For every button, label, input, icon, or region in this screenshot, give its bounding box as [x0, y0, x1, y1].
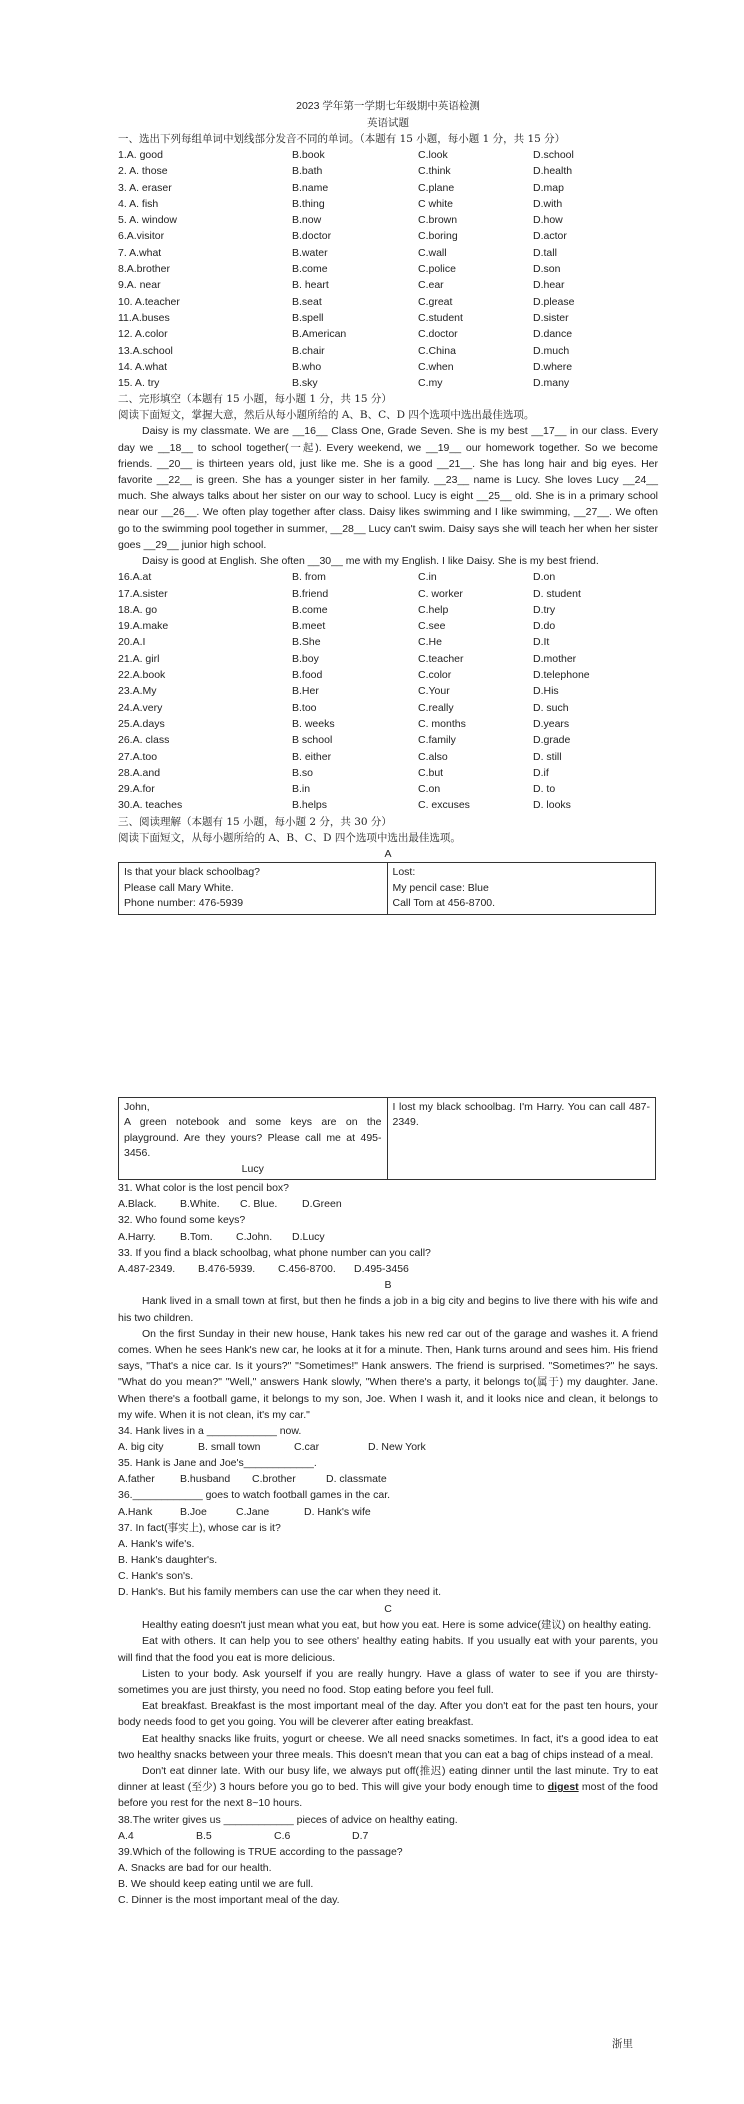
section2-option: 21.A. girl	[118, 652, 160, 665]
section1-option: 13.A.school	[118, 344, 173, 357]
section1-option: B.chair	[292, 344, 325, 357]
question-32-options	[118, 1229, 658, 1245]
section1-option: B.seat	[292, 295, 322, 308]
blank-space	[118, 915, 658, 1097]
section2-option: B school	[292, 734, 333, 747]
section1-option: C.boring	[418, 230, 458, 243]
section2-option: B.food	[292, 669, 323, 682]
section1-option: D.hear	[533, 279, 565, 292]
question-39: 39.Which of the following is TRUE according to the passage?	[118, 1845, 403, 1858]
section2-option: B. from	[292, 571, 326, 584]
section2-option: 24.A.very	[118, 701, 163, 714]
notice-text: I lost my black schoolbag. I'm Harry. You can call 487-2349.	[392, 1100, 650, 1129]
question-33: 33. If you find a black schoolbag, what phone number can you call?	[118, 1246, 431, 1259]
section1-option: D.school	[533, 149, 574, 161]
option: D.495-3456	[354, 1262, 409, 1275]
section2-option: 25.A.days	[118, 717, 165, 730]
section1-option: D.map	[533, 181, 564, 194]
option: D.7	[352, 1829, 369, 1842]
section2-option: C.family	[418, 734, 456, 747]
section1-option: C.think	[418, 165, 451, 178]
option: D. New York	[368, 1441, 426, 1454]
notice-table-1	[118, 862, 656, 915]
section2-option: B. weeks	[292, 717, 335, 730]
passage-c-paragraph-5: Eat healthy snacks like fruits, yogurt or cheese. We all need snacks sometimes. In fact, it's a good idea to eat two healthy snacks between your three meals. This doesn't mean that you can eat a bag of chips instead of a meal.	[118, 1732, 658, 1761]
option: A.father	[118, 1473, 155, 1486]
section2-heading: 二、完形填空（本题有 15 小题，每小题 1 分，共 15 分）	[118, 393, 392, 406]
question-31: 31. What color is the lost pencil box?	[118, 1182, 290, 1195]
section1-option: C.look	[418, 149, 448, 161]
section1-option: 4. A. fish	[118, 197, 159, 210]
section2-option: C.on	[418, 783, 441, 796]
question-33-options	[118, 1261, 658, 1277]
section2-option: B.Her	[292, 685, 319, 698]
section1-option: 8.A.brother	[118, 263, 170, 276]
keyword-digest: digest	[547, 1781, 579, 1794]
passage-c-paragraph-3: Listen to your body. Ask yourself if you are really hungry. Have a glass of water to see if you are thirsty-sometimes you are just thirsty, you need no food. Stop eating before you feel full.	[118, 1667, 658, 1696]
question-31-options	[118, 1196, 658, 1212]
notice-table-2	[118, 1097, 656, 1181]
section1-option: C.plane	[418, 181, 455, 194]
section1-option: D.with	[533, 197, 563, 210]
section2-option: 19.A.make	[118, 620, 169, 633]
option: A.4	[118, 1829, 134, 1842]
passage-c-paragraph-1: Healthy eating doesn't just mean what you eat, but how you eat. Here is some advice(建议) on healthy eating.	[142, 1619, 652, 1632]
section2-option: 22.A.book	[118, 669, 166, 682]
section1-option: 6.A.visitor	[118, 230, 165, 243]
notice-line: Call Tom at 456-8700.	[392, 897, 496, 910]
notice-line: My pencil case: Blue	[392, 881, 489, 894]
section1-option: B.who	[292, 360, 322, 373]
question-34: 34. Hank lives in a ____________ now.	[118, 1424, 302, 1437]
question-39-option-a: A. Snacks are bad for our health.	[118, 1861, 272, 1874]
section1-option: 10. A.teacher	[118, 295, 180, 308]
section1-option: B.book	[292, 149, 325, 161]
section3-heading: 三、阅读理解（本题有 15 小题，每小题 2 分，共 30 分）	[118, 815, 392, 828]
section2-option: 30.A. teaches	[118, 799, 183, 812]
exam-subtitle: 英语试题	[367, 116, 409, 129]
section2-option: B.in	[292, 783, 311, 796]
section2-option: D.grade	[533, 734, 571, 747]
question-38: 38.The writer gives us ____________ pieces of advice on healthy eating.	[118, 1813, 458, 1826]
option: A.Harry.	[118, 1230, 156, 1243]
section1-option: C.doctor	[418, 328, 458, 341]
question-35-options	[118, 1471, 658, 1487]
notice-notebook	[119, 1097, 388, 1180]
section1-option: 12. A.color	[118, 328, 168, 341]
section1-option: D.tall	[533, 246, 557, 259]
section2-option: D.It	[533, 636, 550, 649]
section1-option: D.sister	[533, 311, 569, 324]
section1-option: D.many	[533, 377, 570, 390]
passage-c-paragraph-6	[118, 1763, 658, 1812]
section1-option: B.water	[292, 246, 328, 259]
notice-line: Please call Mary White.	[124, 881, 234, 894]
part-c-label: C	[384, 1602, 392, 1615]
footer-watermark: 浙里	[612, 2038, 633, 2050]
section2-option: D. such	[533, 701, 569, 714]
question-32: 32. Who found some keys?	[118, 1214, 246, 1227]
notice-signature: Lucy	[241, 1162, 264, 1175]
section1-option: D.son	[533, 263, 561, 276]
section2-option: D.on	[533, 571, 556, 584]
section1-heading: 一、选出下列每组单词中划线部分发音不同的单词。（本题有 15 小题，每小题 1 分，共 15 分）	[118, 133, 566, 145]
section2-option: D.years	[533, 717, 570, 730]
section2-option: C.teacher	[418, 652, 464, 665]
section1-option: 9.A. near	[118, 279, 161, 292]
section1-option: B.spell	[292, 311, 324, 324]
section1-option: C.wall	[418, 246, 447, 259]
section2-option: 27.A.too	[118, 750, 158, 763]
section2-option: 18.A. go	[118, 603, 158, 616]
notice-pencil-case	[387, 863, 656, 915]
notice-text: John, A green notebook and some keys are on the playground. Are they yours? Please call me at 495-3456.	[124, 1100, 382, 1160]
option: A.Black.	[118, 1198, 157, 1211]
option: C.6	[274, 1829, 291, 1842]
section1-option: 3. A. eraser	[118, 181, 172, 194]
option: B.husband	[180, 1473, 231, 1486]
section2-option: C.help	[418, 603, 449, 616]
section2-option: B.helps	[292, 799, 328, 812]
section2-option: B. either	[292, 750, 332, 763]
section2-option: B.boy	[292, 652, 319, 665]
section1-option: B.bath	[292, 165, 323, 178]
section2-option: C. worker	[418, 587, 463, 600]
section1-option: B.come	[292, 263, 328, 276]
section1-option: C.student	[418, 311, 463, 324]
option: A.Hank	[118, 1505, 153, 1518]
option: D. classmate	[326, 1473, 387, 1486]
section1-option: C.when	[418, 360, 454, 373]
section2-option: D. still	[533, 750, 562, 763]
passage-b-paragraph-1: Hank lived in a small town at first, but then he finds a job in a big city and begins to live there with his wife and his two children.	[118, 1295, 658, 1324]
section2-option: D.if	[533, 766, 549, 779]
section1-option: C.great	[418, 295, 453, 308]
section1-option: C.my	[418, 377, 443, 390]
section2-option: D. student	[533, 587, 581, 600]
option: D.Lucy	[292, 1230, 325, 1243]
section2-option: 29.A.for	[118, 783, 155, 796]
exam-title: 2023 学年第一学期七年级期中英语检测	[296, 100, 480, 112]
section1-option: B. heart	[292, 279, 329, 292]
question-37-option-d: D. Hank's. But his family members can use the car when they need it.	[118, 1586, 441, 1599]
section2-option: B.meet	[292, 620, 326, 633]
section2-option: C.in	[418, 571, 437, 584]
option: D.Green	[302, 1198, 342, 1211]
section1-option: 14. A.what	[118, 360, 168, 373]
section2-options	[118, 569, 658, 813]
section2-option: B.too	[292, 701, 317, 714]
section2-option: B.come	[292, 603, 328, 616]
passage-c-paragraph-4: Eat breakfast. Breakfast is the most important meal of the day. After you don't eat for the past ten hours, your body needs food to get you going. You will be cleverer after eating breakfast.	[118, 1700, 658, 1729]
section1-option: 11.A.buses	[118, 311, 170, 324]
section2-option: C.He	[418, 636, 442, 649]
section2-option: B.friend	[292, 587, 329, 600]
section1-option: D.actor	[533, 230, 567, 243]
question-37-option-b: B. Hank's daughter's.	[118, 1553, 218, 1566]
section2-option: C.really	[418, 701, 454, 714]
section1-option: D.where	[533, 360, 573, 373]
section1-option: B.now	[292, 214, 322, 227]
option: C.car	[294, 1441, 320, 1454]
question-34-options	[118, 1439, 658, 1455]
option: C. Blue.	[240, 1198, 278, 1211]
section2-option: C. months	[418, 717, 466, 730]
notice-line: Lost:	[392, 866, 416, 879]
section1-option: 2. A. those	[118, 165, 168, 178]
option: D. Hank's wife	[304, 1505, 371, 1518]
part-a-label: A	[384, 847, 392, 860]
option: C.brother	[252, 1473, 296, 1486]
section1-option: B.name	[292, 181, 329, 194]
notice-line: Is that your black schoolbag?	[124, 866, 260, 879]
section3-instruction: 阅读下面短文，从每小题所给的 A、B、C、D 四个选项中选出最佳选项。	[118, 831, 461, 844]
section2-option: C. excuses	[418, 799, 470, 812]
section2-option: 28.A.and	[118, 766, 161, 779]
question-35: 35. Hank is Jane and Joe's____________.	[118, 1457, 317, 1470]
section2-option: C.see	[418, 620, 446, 633]
section2-option: 26.A. class	[118, 734, 170, 747]
question-37: 37. In fact(事实上), whose car is it?	[118, 1521, 281, 1534]
exam-page	[118, 98, 658, 1909]
option: C.Jane	[236, 1505, 270, 1518]
section2-option: C.but	[418, 766, 444, 779]
option: B. small town	[198, 1441, 261, 1454]
option: B.White.	[180, 1198, 220, 1211]
question-36-options	[118, 1504, 658, 1520]
section1-option: 15. A. try	[118, 377, 160, 390]
section2-option: C.also	[418, 750, 448, 763]
option: C.John.	[236, 1230, 273, 1243]
section1-option: D.how	[533, 214, 563, 227]
section1-option: D.please	[533, 295, 575, 308]
section2-option: C.Your	[418, 685, 450, 698]
section1-option: C.ear	[418, 279, 444, 292]
section2-option: D.mother	[533, 652, 577, 665]
section1-option: C.brown	[418, 214, 458, 227]
section2-instruction: 阅读下面短文，掌握大意，然后从每小题所给的 A、B、C、D 四个选项中选出最佳选项。	[118, 409, 535, 422]
section2-option: D.His	[533, 685, 559, 698]
passage-c-paragraph-2: Eat with others. It can help you to see others' healthy eating habits. If you usually eat with your parents, you will find that the food you eat is more delicious.	[118, 1635, 658, 1664]
section1-option: 5. A. window	[118, 214, 177, 227]
question-39-option-b: B. We should keep eating until we are full.	[118, 1878, 314, 1891]
question-37-option-c: C. Hank's son's.	[118, 1570, 194, 1583]
section1-option: D.much	[533, 344, 570, 357]
passage-b-paragraph-2: On the first Sunday in their new house, Hank takes his new red car out of the garage and washes it. A friend comes. When he sees Hank's new car, he looks at it for a minute. Then, Hank turns around and sees him. His friend says, "That's a nice car. Is it yours?" "Sometimes!" Hank answers. The friend is surprised. "Sometimes?" he says. "What do you mean?" "Well," answers Hank slowly, "When there's a party, it belongs to(属于) my daughter. Jane. When there's a football game, it belongs to my son, Joe. When I wash it, and it looks nice and clean, it belongs to my wife. When it is not clean, it's my car."	[118, 1327, 658, 1421]
section2-option: B.She	[292, 636, 321, 649]
section2-option: 23.A.My	[118, 685, 157, 698]
section2-option: D. looks	[533, 799, 571, 812]
section2-option: D.telephone	[533, 669, 590, 682]
question-36: 36.____________ goes to watch football games in the car.	[118, 1489, 391, 1502]
section2-option: 16.A.at	[118, 571, 152, 584]
section2-option: D. to	[533, 783, 556, 796]
notice-line: Phone number: 476-5939	[124, 897, 244, 910]
notice-harry	[387, 1097, 656, 1180]
section2-option: C.color	[418, 669, 452, 682]
option: B.Tom.	[180, 1230, 213, 1243]
section2-option: D.try	[533, 603, 556, 616]
option: B.Joe	[180, 1505, 207, 1518]
question-38-options	[118, 1828, 658, 1844]
cloze-paragraph-2: Daisy is good at English. She often __30__ me with my English. I like Daisy. She is my best friend.	[142, 555, 599, 568]
option: A. big city	[118, 1441, 164, 1454]
part-b-label: B	[384, 1278, 392, 1291]
notice-schoolbag	[119, 863, 388, 915]
section1-option: B.American	[292, 328, 347, 341]
section1-option: 7. A.what	[118, 246, 162, 259]
section1-option: D.health	[533, 165, 573, 178]
question-37-option-a: A. Hank's wife's.	[118, 1537, 195, 1550]
section1-option: D.dance	[533, 328, 573, 341]
section1-option: C.China	[418, 344, 456, 357]
option: A.487-2349.	[118, 1262, 176, 1275]
section1-option: 1.A. good	[118, 149, 163, 161]
section1-option: C white	[418, 197, 454, 210]
section2-option: D.do	[533, 620, 556, 633]
option: B.5	[196, 1829, 212, 1842]
cloze-paragraph-1: Daisy is my classmate. We are __16__ Class One, Grade Seven. She is my best __17__ in our class. Every day we __18__ to school together(一起). Every weekend, we __19__ our homework together. So we become friends. __20__ is thirteen years old, just like me. She is a good __21__. She has long hair and big eyes. Her favorite __22__ is green. She has a younger sister in her family. __23__ name is Lucy. She loves Lucy __24__ much. She always talks about her sister on our way to school. Lucy is eight __25__ old. She is in a primary school near our __26__. We often play together after class. Daisy likes swimming and I like swimming, __27__. We often go to the swimming pool together in summer, __28__ Lucy can't swim. Daisy says she will teach her when her sister goes __29__ junior high school.	[118, 425, 658, 551]
option: C.456-8700.	[278, 1262, 336, 1275]
section1-option: B.doctor	[292, 230, 332, 243]
section2-option: 20.A.I	[118, 636, 146, 649]
text-run: Don't eat dinner late. With our busy life, we always put off(推迟) eating dinner until the last minute. Try to eat dinner at least (至少) 3 hours before you go to bed. This will give your body enough time to	[118, 1764, 658, 1794]
text-run: most of the food before you rest for the next 8~10 hours.	[118, 1781, 658, 1810]
question-39-option-c: C. Dinner is the most important meal of the day.	[118, 1894, 340, 1907]
section2-option: 17.A.sister	[118, 587, 168, 600]
section1-option: C.police	[418, 263, 456, 276]
section1-options	[118, 147, 658, 391]
section1-option: B.thing	[292, 197, 325, 210]
section2-option: B.so	[292, 766, 314, 779]
option: B.476-5939.	[198, 1262, 256, 1275]
section1-option: B.sky	[292, 377, 318, 390]
